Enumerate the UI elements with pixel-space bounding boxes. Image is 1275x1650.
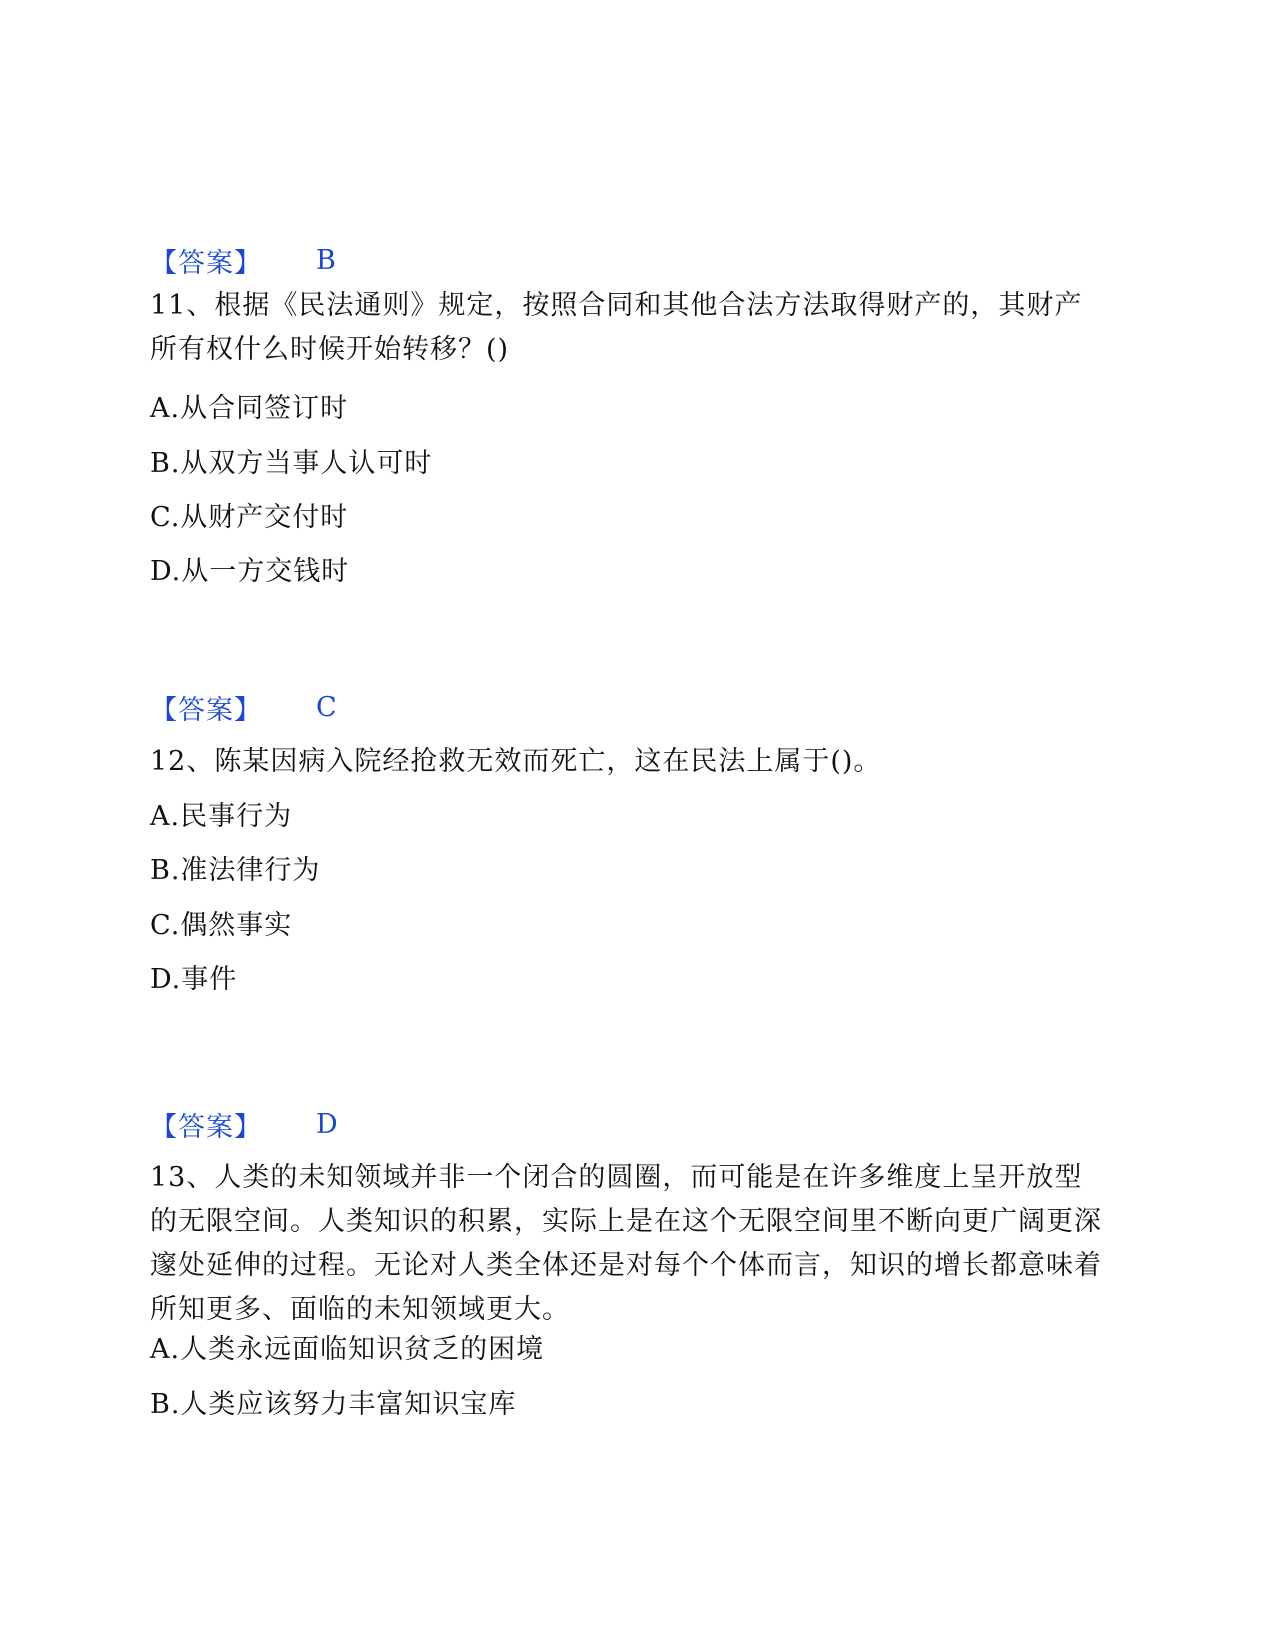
answer-line [150,687,337,727]
answer-line [150,1104,338,1144]
question-11 [150,284,1110,372]
option-a: A.民事行为 [150,801,293,832]
option-b: B.从双方当事人认可时 [150,448,433,479]
answer-value: C [316,691,337,723]
option-c: C.偶然事实 [150,910,293,941]
option-b: B.准法律行为 [150,855,321,886]
question-13 [150,1156,1110,1332]
answer-label: 【答案】 [150,694,262,726]
answer-label: 【答案】 [150,247,262,279]
question-text: 12、陈某因病入院经抢救无效而死亡，这在民法上属于()。 [150,746,882,777]
answer-value: B [316,244,336,276]
question-text: 13、人类的未知领域并非一个闭合的圆圈，而可能是在许多维度上呈开放型的无限空间。人类知识的积累，实际上是在这个无限空间里不断向更广阔更深邃处延伸的过程。无论对人类全体还是对每个个体而言，知识的增长都意味着所知更多、面临的未知领域更大。 [150,1162,1102,1325]
question-text: 11、根据《民法通则》规定，按照合同和其他合法方法取得财产的，其财产所有权什么时候开始转移？() [150,290,1083,365]
option-c: C.从财产交付时 [150,502,349,533]
question-12 [150,740,1110,784]
answer-value: D [316,1108,338,1140]
option-d: D.事件 [150,964,238,995]
option-a: A.从合同签订时 [150,393,349,424]
option-d: D.从一方交钱时 [150,556,350,587]
answer-label: 【答案】 [150,1111,262,1143]
answer-line [150,240,336,280]
option-a: A.人类永远面临知识贫乏的困境 [150,1334,545,1365]
option-b: B.人类应该努力丰富知识宝库 [150,1389,517,1420]
